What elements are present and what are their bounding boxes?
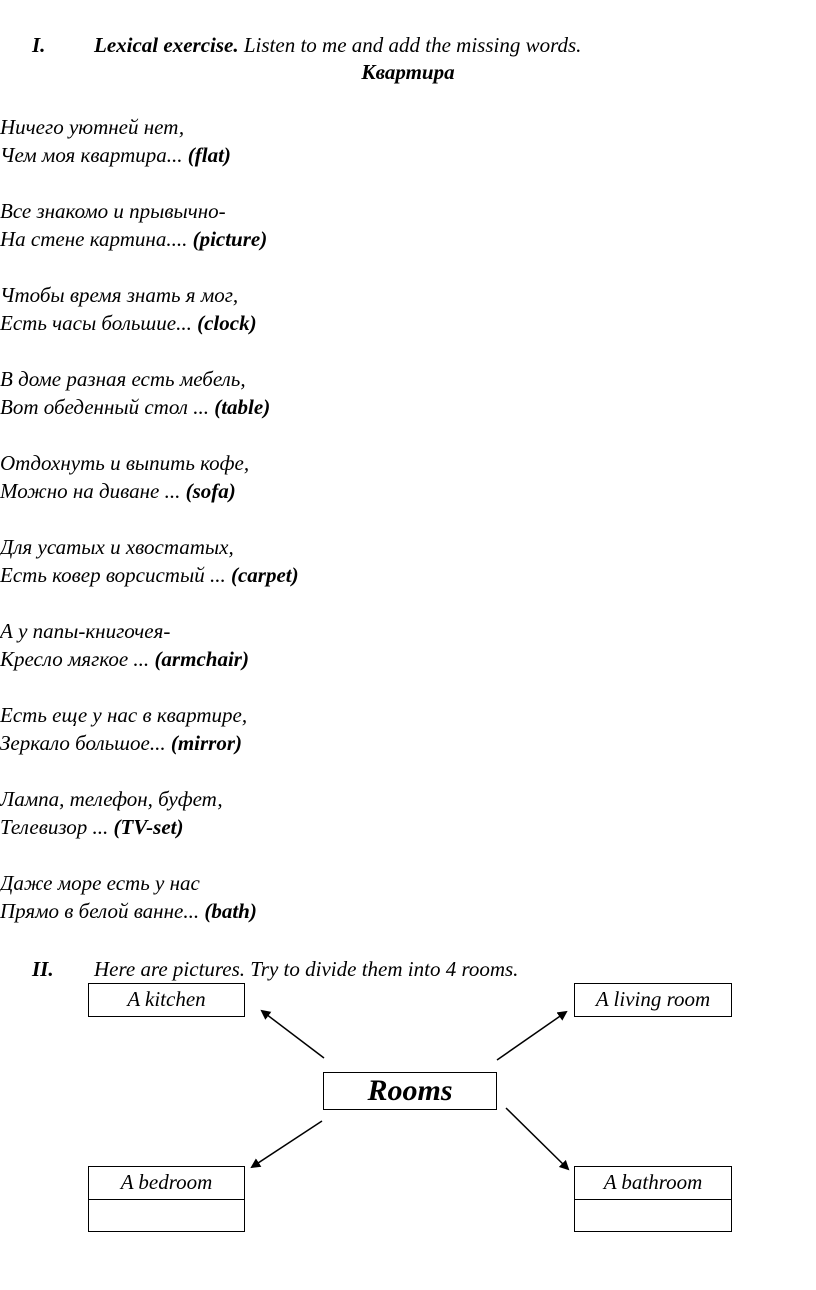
stanza-line-2-text: Вот обеденный стол ... [0,395,209,419]
stanza-answer: (picture) [192,227,268,251]
stanza-line-1: Все знакомо и прывычно- [0,199,226,223]
stanza-line-2-text: Есть часы большие... [0,311,192,335]
stanza-answer: (carpet) [230,563,299,587]
stanza-line-1: А у папы-книгочея- [0,619,171,643]
stanza-answer: (armchair) [154,647,249,671]
stanza-line-1: Даже море есть у нас [0,871,200,895]
stanza-line-1: Для усатых и хвостатых, [0,535,234,559]
section-1-instruction: Listen to me and add the missing words. [243,33,582,57]
stanza-line-2-text: Кресло мягкое ... [0,647,150,671]
stanza-answer: (clock) [197,311,257,335]
stanza-answer: (sofa) [185,479,236,503]
stanza-line-1: Чтобы время знать я мог, [0,283,239,307]
stanza-line-2-text: Чем моя квартира... [0,143,183,167]
stanza-answer: (flat) [187,143,231,167]
stanza-line-1: Лампа, телефон, буфет, [0,787,223,811]
section-2-instruction: Here are pictures. Try to divide them into 4 rooms. [94,957,519,981]
stanza-line-1: В доме разная есть мебель, [0,367,246,391]
stanza-answer: (mirror) [170,731,243,755]
kitchen-label: A kitchen [127,987,206,1011]
stanza-line-1: Отдохнуть и выпить кофе, [0,451,250,475]
stanza-line-1: Ничего уютней нет, [0,115,185,139]
arrow-to-bedroom [252,1121,322,1167]
stanza-line-2-text: Можно на диване ... [0,479,181,503]
section-2-number: II. [32,957,54,981]
stanza-line-1: Есть еще у нас в квартире, [0,703,248,727]
bathroom-label: A bathroom [603,1170,703,1194]
bedroom-label: A bedroom [120,1170,213,1194]
arrow-to-living-room [497,1012,566,1060]
stanza-answer: (TV-set) [113,815,184,839]
poem-title: Квартира [361,60,455,84]
stanza-line-2-text: Прямо в белой ванне... [0,899,200,923]
arrow-to-kitchen [262,1011,324,1058]
living-room-label: A living room [595,987,711,1011]
stanza-line-2-text: На стене картина.... [0,227,188,251]
stanza-line-2-text: Есть ковер ворсистый ... [0,563,226,587]
section-1-number: I. [32,33,46,57]
rooms-box: Rooms [323,1072,497,1110]
stanza-line-2-text: Телевизор ... [0,815,109,839]
section-1-heading: Lexical exercise. [94,33,239,57]
stanza-answer: (table) [214,395,271,419]
arrow-to-bathroom [506,1108,568,1169]
stanza-line-2-text: Зеркало большое... [0,731,166,755]
stanza-answer: (bath) [204,899,257,923]
